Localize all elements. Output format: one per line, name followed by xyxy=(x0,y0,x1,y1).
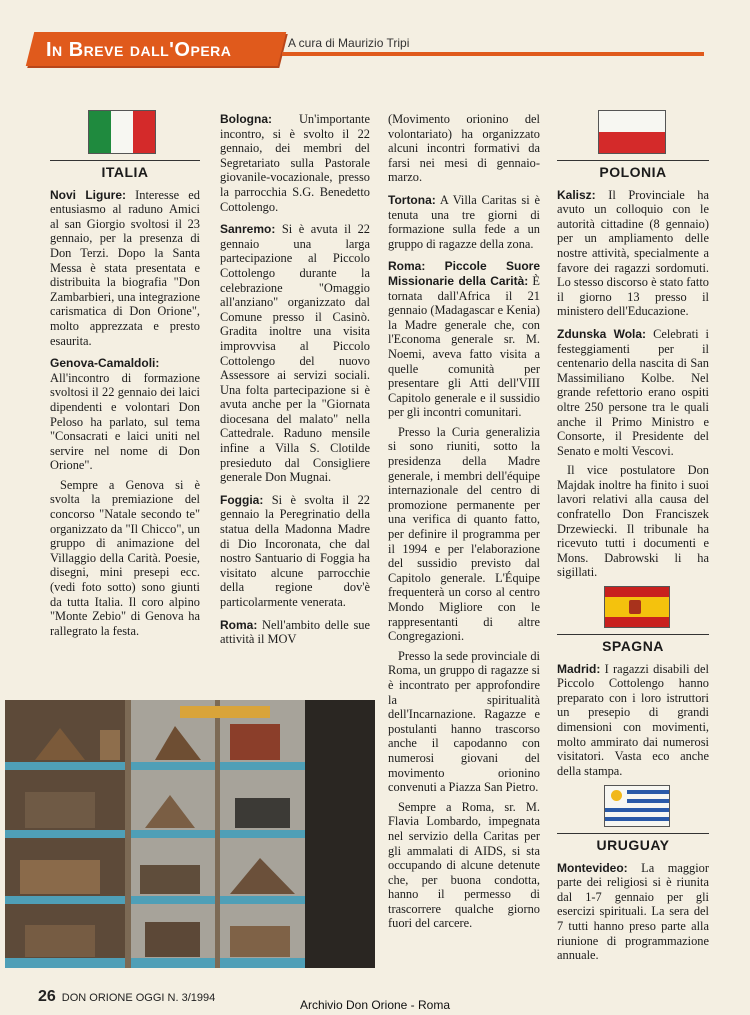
news-vice-postulatore: Il vice postulatore Don Majdak inoltre ha finito i suoi lavori relativi alla causa del confratello Don Franciszek Drzewiecki. Il tribunale ha ricevuto tutti i documenti e Mons. Dabrowski li ha sigillati. xyxy=(557,463,709,580)
header-rule xyxy=(282,52,704,56)
news-genova-camaldoli: Genova-Camaldoli: All'incontro di formazione svoltosi il 22 gennaio dei laici dipendenti e volontari Don Peloso ha parlato, sul tema "Consacrati e laici uniti nel servire nel nome di Don Orione". xyxy=(50,356,200,473)
news-bologna: Bologna: Un'importante incontro, si è svolto il 22 gennaio, dei membri del Segretariato sulla Pastorale giovanile-vocazionale, presso la parrocchia S.G. Benedetto Cottolengo. xyxy=(220,112,370,214)
country-heading-italia: ITALIA xyxy=(50,160,200,180)
sun-icon xyxy=(611,790,622,801)
presepi-photo-graphic xyxy=(5,700,375,968)
news-sede-provinciale: Presso la sede provinciale di Roma, un gruppo di ragazze si è incontrato per approfondire la spiritualità dell'Incarnazione. Ragazze e postulanti hanno trascorso anche il capodanno con numerosi giovani del movimento orionino convenuti a Piazza San Pietro. xyxy=(388,648,540,795)
section-title: In Breve dall'Opera xyxy=(46,39,232,61)
spain-flag xyxy=(604,586,670,628)
column-uruguay xyxy=(557,833,709,968)
column-spagna xyxy=(557,634,709,783)
country-heading-uruguay: URUGUAY xyxy=(557,833,709,853)
news-roma-suore: Roma: Piccole Suore Missionarie della Carità: È tornata dall'Africa il 21 gennaio (Madagascar e Kenia) la Madre generale che, con l'Economa generale sr. M. Noemi, aveva fatto visita a quelle comunità per presentare gli Atti dell'VIII Capitolo generale e il sussidio per gli incontri comunitari. xyxy=(388,259,540,420)
news-zdunska-wola: Zdunska Wola: Celebrati i festeggiamenti per il centenario della nascita di San Massimiliano Kolbe. Nel grande refettorio erano ospiti oltre 250 persone tra le quali anche il Primo Ministro e Consorte, il Presidente del Senato e molti Vescovi. xyxy=(557,326,709,458)
page-number: 26 xyxy=(38,988,56,1005)
column-2 xyxy=(220,112,370,652)
country-heading-polonia: POLONIA xyxy=(557,160,709,180)
column-polonia xyxy=(557,160,709,585)
news-tortona: Tortona: A Villa Caritas si è tenuta una tre giorni di formazione sulla fede a un gruppo di ragazze della zona. xyxy=(388,192,540,251)
curator-credit: A cura di Maurizio Tripi xyxy=(288,36,410,50)
archive-credit: Archivio Don Orione - Roma xyxy=(299,998,451,1012)
news-sanremo: Sanremo: Si è avuta il 22 gennaio una larga partecipazione al Piccolo Cottolengo durante la celebrazione "Omaggio all'anziano" organizzato dal Comune presso il Casinò. Gradita inoltre una visita improvvisa al Piccolo Cottolengo del nuovo Assessore ai servizi sociali. Una folta partecipazione si è avuta anche per la "Giornata diocesana del malato" nella Cattedrale. Raduno mensile infine a Villa S. Clotilde presieduto dal Consigliere generale Don Mugnai. xyxy=(220,222,370,485)
news-genova-premiazione: Sempre a Genova si è svolta la premiazione del concorso "Natale secondo te" organizzato da "Il Chicco", un gruppo di animazione del Villaggio della Carità. Poesie, disegni, mini presepi ecc. (vedi foto sotto) sono giunti da tutta Italia. Il coro alpino "Monte Zebio" di Genova ha rallegrato la festa. xyxy=(50,477,200,638)
news-novi-ligure: Novi Ligure: Interesse ed entusiasmo al raduno Amici al san Giorgio svoltosi il 23 gennaio, per la presenza di Don Terzi. Dopo la Santa Messa è stata presentata e distribuita la biografia "Don Zambarbieri, una integrazione carismatica di Don Orione", molto apprezzata e presto esaurita. xyxy=(50,187,200,348)
news-roma-mov: Roma: Nell'ambito delle sue attività il MOV xyxy=(220,617,370,647)
coat-of-arms-icon xyxy=(629,600,641,614)
news-foggia: Foggia: Si è svolta il 22 gennaio la Peregrinatio della statua della Madonna Madre di Dio Incoronata, che dal nostro Santuario di Foggia ha visitato alcune parrocchie della regione dov'è particolarmente venerata. xyxy=(220,492,370,609)
italy-flag xyxy=(88,110,156,154)
issue-label: DON ORIONE OGGI N. 3/1994 xyxy=(61,992,216,1004)
news-curia-generalizia: Presso la Curia generalizia si sono riuniti, sotto la presidenza della Madre generale, i membri dell'équipe internazionale del centro di promozione permanente per una verifica di quanto fatto, per definire il programma per il 1994 e per l'elaborazione del sussidio previsto dal Capitolo generale. L'Équipe frequenterà un corso al centro Mondo Migliore con le rappresentanti di altre Congregazioni. xyxy=(388,424,540,644)
column-italia xyxy=(50,160,200,643)
news-flavia-lombardo: Sempre a Roma, sr. M. Flavia Lombardo, impegnata nel servizio della Caritas per gli ammalati di AIDS, si sta occupando di alcune detenute che, per buona condotta, hanno il permesso di trascorrere qualche giorno fuori del carcere. xyxy=(388,799,540,931)
column-3 xyxy=(388,112,540,936)
news-montevideo: Montevideo: La maggior parte dei religiosi si è riunita dal 1-7 gennaio per gli esercizi spirituali. La sera del 7 tutti hanno preso parte alla riunione di programmazione annuale. xyxy=(557,860,709,963)
country-heading-spagna: SPAGNA xyxy=(557,634,709,654)
news-madrid: Madrid: I ragazzi disabili del Piccolo Cottolengo hanno preparato con i loro istruttori un presepio di grandi dimensioni con movimenti, molto ammirato dai numerosi visitatori. Vasta eco anche della stampa. xyxy=(557,661,709,778)
presepi-photo xyxy=(5,700,375,968)
news-roma-mov-cont: (Movimento orionino del volontariato) ha organizzato alcuni incontri formativi da farsi nei mesi di gennaio-marzo. xyxy=(388,112,540,185)
news-kalisz: Kalisz: Il Provinciale ha avuto un colloquio con le autorità cittadine (8 gennaio) per un ampliamento delle nostre attività, specialmente a favore dei ragazzi sordomuti. Lo stesso discorso è stato fatto il giorno 13 presso il ministero dell'Educazione. xyxy=(557,187,709,319)
uruguay-flag xyxy=(604,785,670,827)
poland-flag xyxy=(598,110,666,154)
